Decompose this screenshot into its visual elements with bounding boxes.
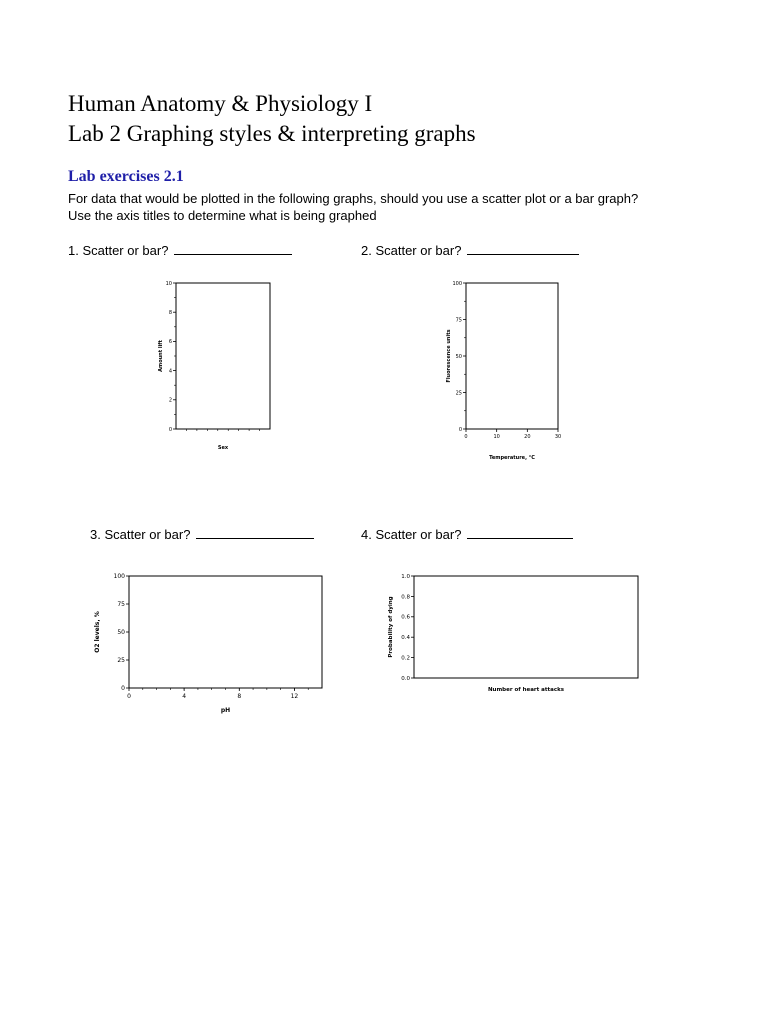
chart-2-y-tick-label: 100 xyxy=(452,280,462,287)
chart-3-x-tick-label: 0 xyxy=(127,693,131,700)
chart-1-plot-frame xyxy=(176,283,270,429)
document-subtitle: Lab 2 Graphing styles & interpreting graphs xyxy=(68,121,476,146)
chart-4 xyxy=(388,574,638,693)
chart-1-y-tick-label: 0 xyxy=(168,426,172,433)
chart-4-y-tick-label: 0.4 xyxy=(401,635,410,642)
chart-3-y-tick-label: 75 xyxy=(117,601,125,609)
chart-4-x-axis-label: Number of heart attacks xyxy=(487,687,565,693)
chart-2-plot-frame xyxy=(466,283,558,429)
chart-4-y-tick-label: 0.2 xyxy=(401,655,410,662)
chart-4-y-axis-label: Probability of dying xyxy=(388,596,394,658)
chart-3 xyxy=(94,573,322,714)
chart-1-x-axis-label: Sex xyxy=(217,445,229,451)
chart-1-y-tick-label: 6 xyxy=(168,339,172,346)
question-2-label: 2. Scatter or bar? xyxy=(361,243,462,258)
chart-3-x-axis-label: pH xyxy=(220,707,231,714)
chart-1-y-axis-label: Amount lift xyxy=(158,340,164,372)
chart-4-y-tick-label: 1.0 xyxy=(401,573,410,580)
chart-2-x-tick-label: 30 xyxy=(554,434,562,440)
chart-3-y-tick-label: 0 xyxy=(121,685,125,693)
instruction-line-2: Use the axis titles to determine what is being graphed xyxy=(68,208,377,223)
question-4-label: 4. Scatter or bar? xyxy=(361,527,462,542)
chart-3-y-tick-label: 100 xyxy=(113,573,125,581)
chart-2-y-tick-label: 75 xyxy=(455,317,462,324)
chart-1-y-tick-label: 4 xyxy=(168,368,172,375)
chart-3-x-tick-label: 8 xyxy=(237,693,242,700)
document-title: Human Anatomy & Physiology I xyxy=(68,91,373,116)
section-heading: Lab exercises 2.1 xyxy=(68,168,184,185)
instruction-line-1: For data that would be plotted in the following graphs, should you use a scatter plot or a bar graph? xyxy=(68,191,639,206)
chart-2-x-tick-label: 10 xyxy=(493,434,500,440)
chart-3-x-tick-label: 12 xyxy=(290,693,299,700)
chart-3-y-axis-label: O2 levels, % xyxy=(94,611,101,653)
chart-1-y-tick-label: 10 xyxy=(165,280,172,287)
chart-4-y-tick-label: 0.8 xyxy=(401,594,410,601)
chart-1 xyxy=(158,281,270,451)
chart-3-y-tick-label: 25 xyxy=(117,657,125,665)
chart-1-y-tick-label: 2 xyxy=(168,397,172,404)
question-3-label: 3. Scatter or bar? xyxy=(90,527,191,542)
chart-2-y-tick-label: 0 xyxy=(458,426,462,433)
question-1-label: 1. Scatter or bar? xyxy=(68,243,169,258)
chart-2-y-tick-label: 50 xyxy=(455,353,462,360)
chart-2-y-axis-label: Fluorescence units xyxy=(446,329,452,383)
chart-2 xyxy=(446,281,561,461)
chart-3-x-tick-label: 4 xyxy=(182,693,187,700)
chart-2-x-tick-label: 20 xyxy=(524,434,531,440)
chart-4-y-tick-label: 0.0 xyxy=(401,675,410,682)
chart-2-x-tick-label: 0 xyxy=(464,434,468,440)
chart-3-plot-frame xyxy=(129,576,322,688)
chart-2-x-axis-label: Temperature, °C xyxy=(489,455,535,461)
chart-4-plot-frame xyxy=(414,576,638,678)
chart-1-y-tick-label: 8 xyxy=(168,309,172,316)
chart-2-y-tick-label: 25 xyxy=(455,390,462,397)
chart-4-y-tick-label: 0.6 xyxy=(401,614,410,621)
chart-3-y-tick-label: 50 xyxy=(117,629,125,637)
